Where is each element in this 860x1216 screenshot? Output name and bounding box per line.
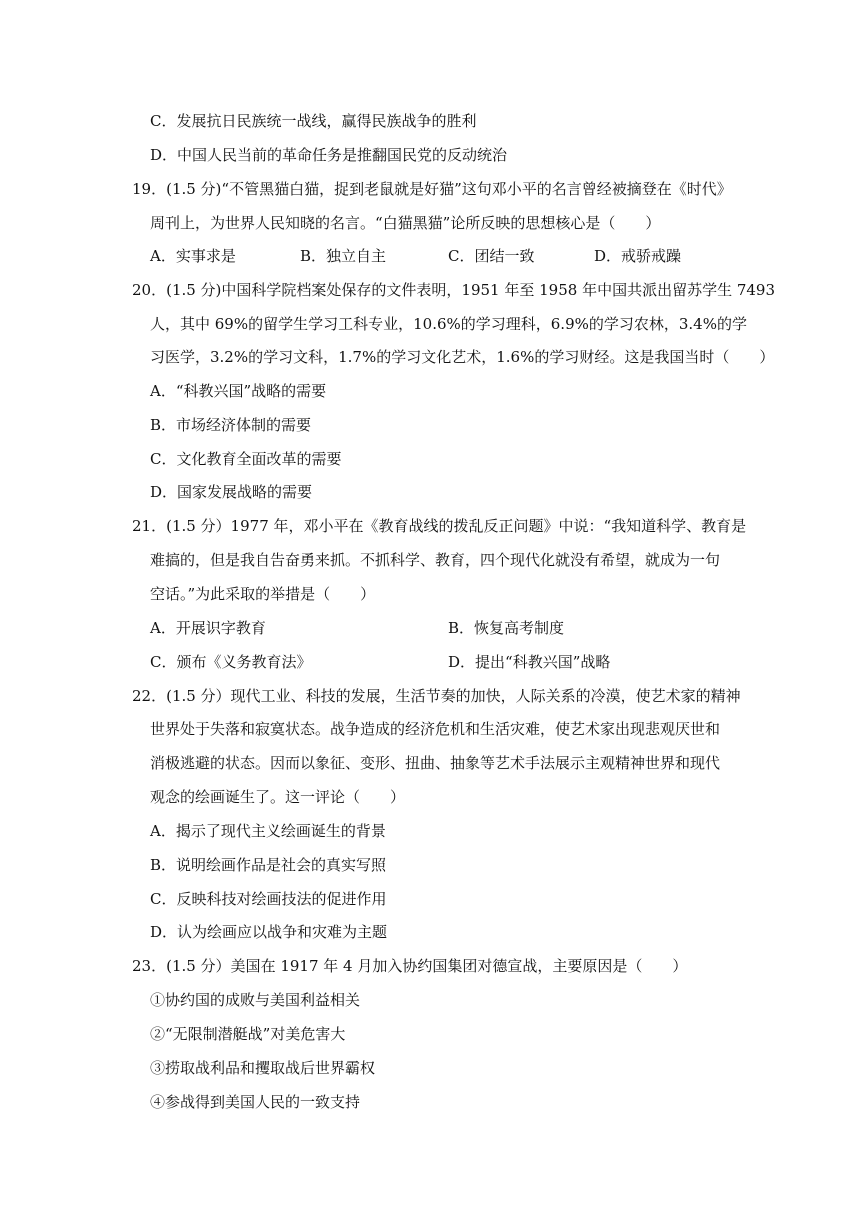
q19-option-a: A．实事求是: [150, 247, 236, 265]
q20-stem-line2: 人，其中 69%的留学生学习工科专业，10.6%的学习理科，6.9%的学习农林，3.4%的学: [150, 315, 747, 333]
q21-option-c: C．颁布《义务教育法》: [150, 653, 312, 671]
q22-option-b: B．说明绘画作品是社会的真实写照: [150, 856, 387, 874]
q22-stem-line3: 消极逃避的状态。因而以象征、变形、扭曲、抽象等艺术手法展示主观精神世界和现代: [150, 754, 721, 772]
q22-option-a: A．揭示了现代主义绘画诞生的背景: [150, 822, 386, 840]
q19-stem-line1: 19．(1.5 分)“不管黑猫白猫，捉到老鼠就是好猫”这句邓小平的名言曾经被摘登在《时代》: [132, 180, 732, 198]
q18-option-c: C．发展抗日民族统一战线，赢得民族战争的胜利: [150, 112, 477, 130]
q21-stem-line2: 难搞的，但是我自告奋勇来抓。不抓科学、教育，四个现代化就没有希望，就成为一句: [150, 551, 721, 569]
q21-option-a: A．开展识字教育: [150, 619, 266, 637]
q20-option-c: C．文化教育全面改革的需要: [150, 450, 342, 468]
q22-option-c: C．反映科技对绘画技法的促进作用: [150, 890, 387, 908]
q20-stem-line1: 20．(1.5 分)中国科学院档案处保存的文件表明，1951 年至 1958 年中国共派出留苏学生 7493: [132, 281, 776, 299]
q21-option-b: B．恢复高考制度: [448, 619, 565, 637]
q18-option-d: D．中国人民当前的革命任务是推翻国民党的反动统治: [150, 146, 508, 164]
q19-stem-line2: 周刊上，为世界人民知晓的名言。“白猫黑猫”论所反映的思想核心是（ ）: [150, 214, 661, 232]
q21-stem-line3: 空话。”为此采取的举措是（ ）: [150, 585, 376, 603]
q20-option-b: B．市场经济体制的需要: [150, 416, 312, 434]
q20-option-d: D．国家发展战略的需要: [150, 483, 313, 501]
q22-option-d: D．认为绘画应以战争和灾难为主题: [150, 923, 388, 941]
q22-stem-line1: 22．(1.5 分）现代工业、科技的发展，生活节奏的加快，人际关系的冷漠，使艺术家的精神: [132, 687, 741, 705]
q20-stem-line3: 习医学，3.2%的学习文科，1.7%的学习文化艺术，1.6%的学习财经。这是我国当时（ ）: [150, 348, 775, 366]
q21-stem-line1: 21．(1.5 分）1977 年，邓小平在《教育战线的拨乱反正问题》中说：“我知道科学、教育是: [132, 517, 747, 535]
q20-option-a: A．“科教兴国”战略的需要: [150, 382, 327, 400]
q23-item-1: ①协约国的成败与美国利益相关: [150, 991, 361, 1009]
q22-stem-line4: 观念的绘画诞生了。这一评论（ ）: [150, 788, 406, 806]
q23-stem-line1: 23．(1.5 分）美国在 1917 年 4 月加入协约国集团对德宣战，主要原因是（ ）: [132, 957, 688, 975]
q19-option-d: D．戒骄戒躁: [594, 247, 682, 265]
q23-item-3: ③捞取战利品和攫取战后世界霸权: [150, 1059, 376, 1077]
q19-option-c: C．团结一致: [448, 247, 535, 265]
q23-item-4: ④参战得到美国人民的一致支持: [150, 1093, 361, 1111]
q22-stem-line2: 世界处于失落和寂寞状态。战争造成的经济危机和生活灾难，使艺术家出现悲观厌世和: [150, 720, 721, 738]
q21-option-d: D．提出“科教兴国”战略: [448, 653, 611, 671]
q23-item-2: ②“无限制潜艇战”对美危害大: [150, 1025, 346, 1043]
q19-option-b: B．独立自主: [300, 247, 387, 265]
